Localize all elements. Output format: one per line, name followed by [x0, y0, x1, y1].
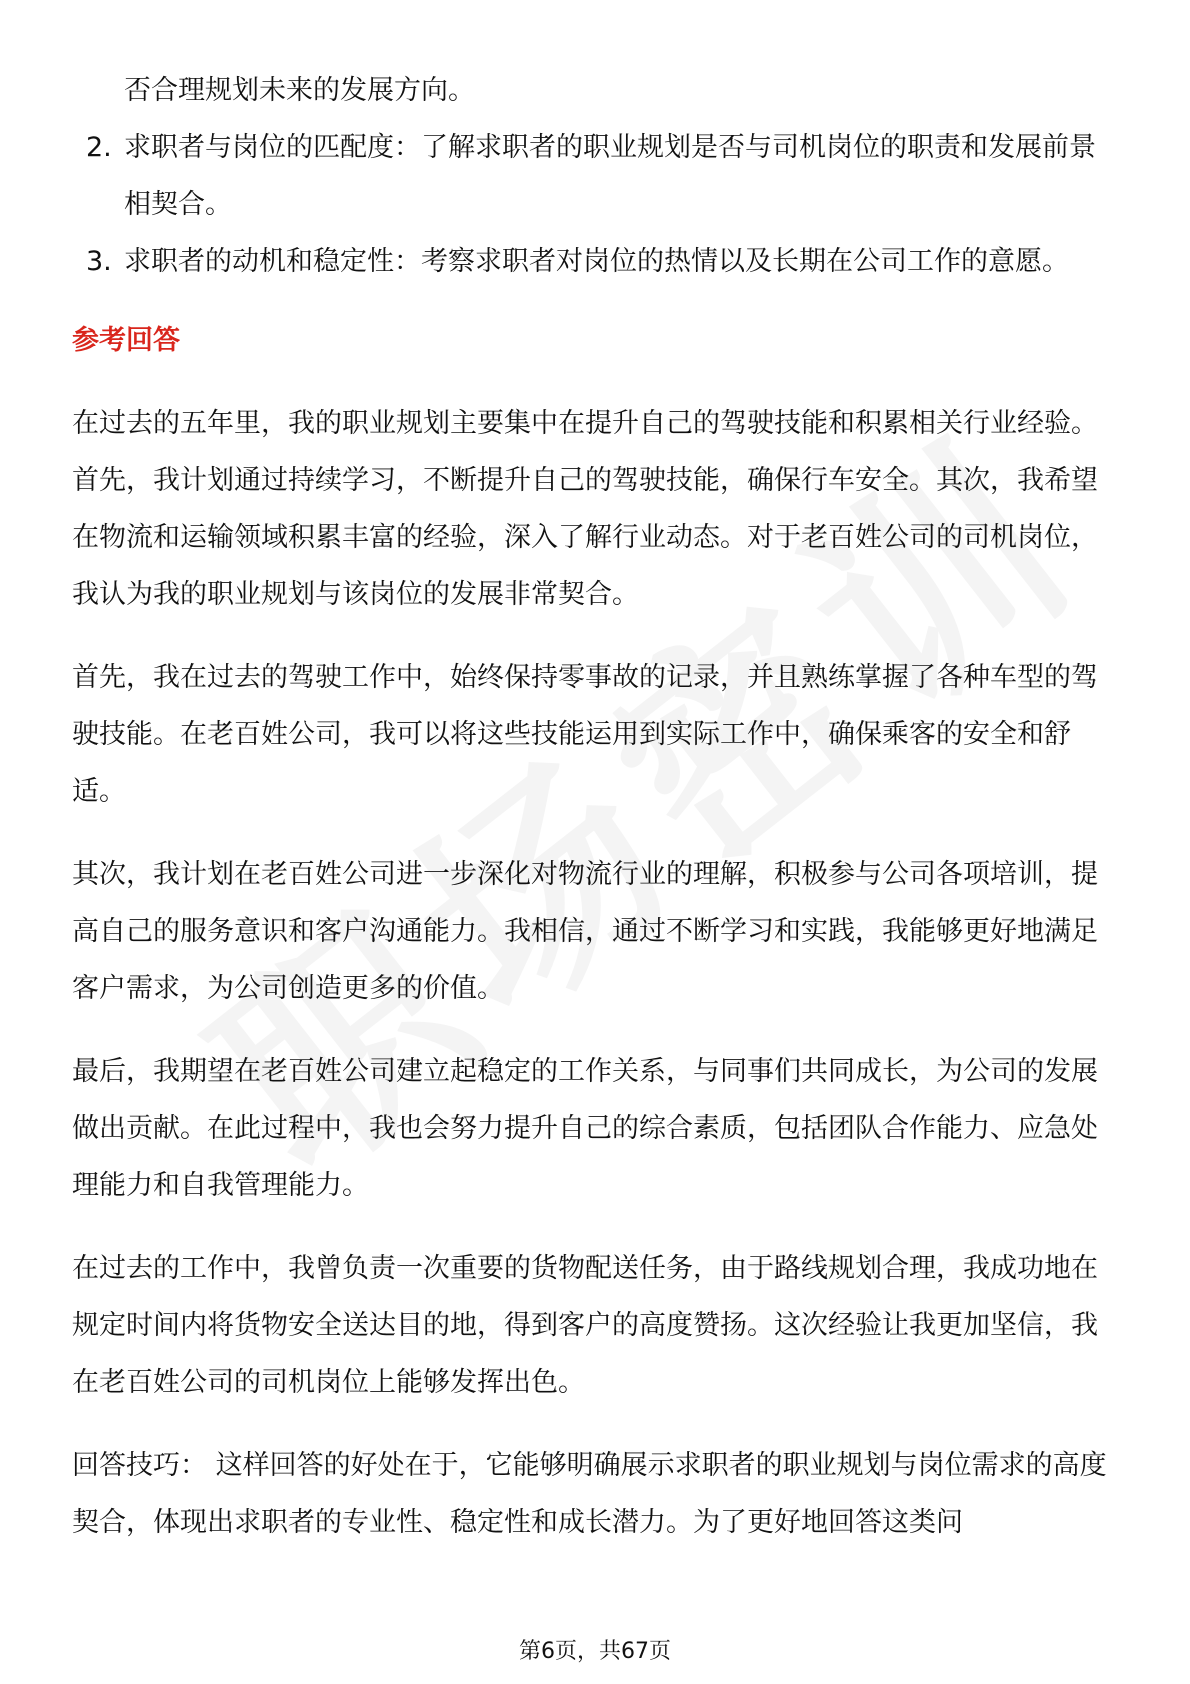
list-item — [72, 233, 1122, 290]
list-item — [72, 119, 1122, 233]
list-continuation: 否合理规划未来的发展方向。 — [124, 75, 475, 106]
answer-paragraph: 在过去的五年里，我的职业规划主要集中在提升自己的驾驶技能和积累相关行业经验。首先，我计划通过持续学习，不断提升自己的驾驶技能，确保行车安全。其次，我希望在物流和运输领域积累丰富的经验，深入了解行业动态。对于老百姓公司的司机岗位，我认为我的职业规划与该岗位的发展非常契合。 — [72, 408, 1098, 610]
list-item-text: 求职者的动机和稳定性：考察求职者对岗位的热情以及长期在公司工作的意愿。 — [124, 246, 1069, 277]
list-item-number: 3. — [86, 246, 112, 277]
answer-paragraph: 首先，我在过去的驾驶工作中，始终保持零事故的记录，并且熟练掌握了各种车型的驾驶技能。在老百姓公司，我可以将这些技能运用到实际工作中，确保乘客的安全和舒适。 — [72, 662, 1098, 807]
answer-paragraph: 最后，我期望在老百姓公司建立起稳定的工作关系，与同事们共同成长，为公司的发展做出贡献。在此过程中，我也会努力提升自己的综合素质，包括团队合作能力、应急处理能力和自我管理能力。 — [72, 1056, 1098, 1201]
answer-tips-paragraph: 回答技巧： 这样回答的好处在于，它能够明确展示求职者的职业规划与岗位需求的高度契合，体现出求职者的专业性、稳定性和成长潜力。为了更好地回答这类问 — [72, 1450, 1107, 1538]
section-heading: 参考回答 — [72, 325, 180, 356]
list-item-text: 求职者与岗位的匹配度：了解求职者的职业规划是否与司机岗位的职责和发展前景相契合。 — [124, 132, 1096, 220]
answer-paragraph: 其次，我计划在老百姓公司进一步深化对物流行业的理解，积极参与公司各项培训，提高自己的服务意识和客户沟通能力。我相信，通过不断学习和实践，我能够更好地满足客户需求，为公司创造更多的价值。 — [72, 859, 1098, 1004]
page-content — [72, 62, 1122, 1551]
answer-paragraph: 在过去的工作中，我曾负责一次重要的货物配送任务，由于路线规划合理，我成功地在规定时间内将货物安全送达目的地，得到客户的高度赞扬。这次经验让我更加坚信，我在老百姓公司的司机岗位上能够发挥出色。 — [72, 1253, 1098, 1398]
page-footer: 第6页，共67页 — [519, 1639, 671, 1664]
list-item-number: 2. — [86, 132, 112, 163]
